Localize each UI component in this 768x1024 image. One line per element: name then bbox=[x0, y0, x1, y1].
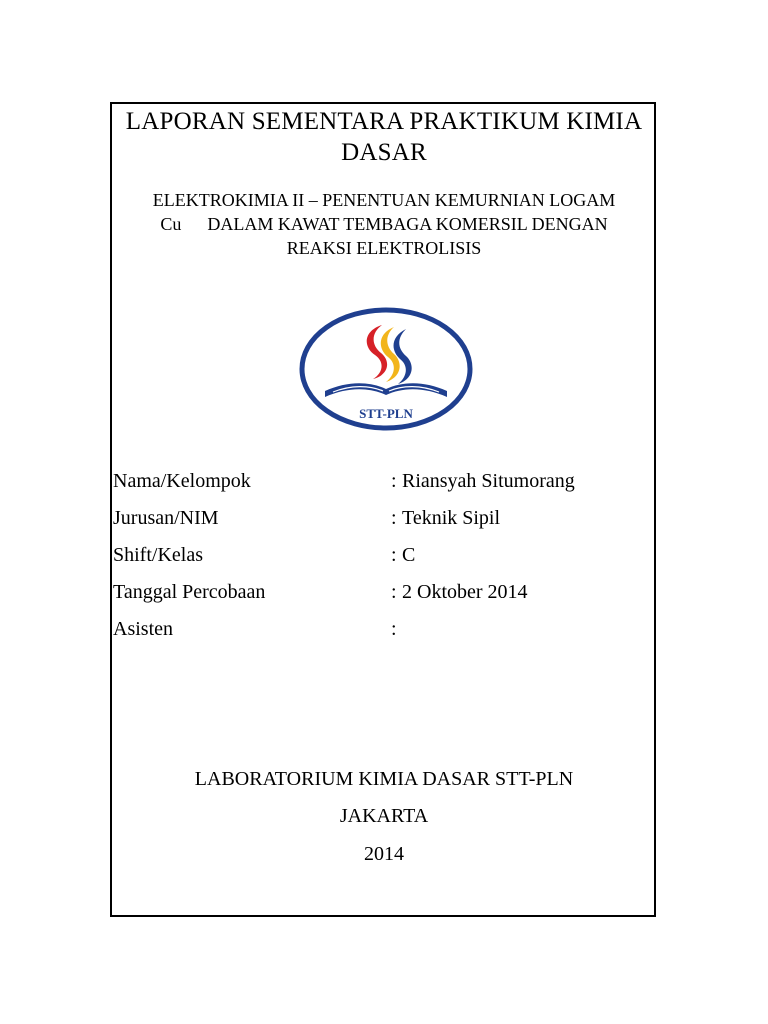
info-label: Shift/Kelas bbox=[113, 544, 203, 566]
subtitle-line-2-text: DALAM KAWAT TEMBAGA KOMERSIL DENGAN bbox=[207, 214, 608, 234]
info-separator: : bbox=[391, 507, 397, 529]
info-label: Asisten bbox=[113, 618, 173, 640]
info-value: 2 Oktober 2014 bbox=[402, 581, 528, 603]
stt-pln-logo bbox=[299, 307, 473, 431]
info-separator: : bbox=[391, 470, 397, 492]
report-title-line-1: LAPORAN SEMENTARA PRAKTIKUM KIMIA bbox=[125, 108, 643, 135]
info-separator: : bbox=[391, 581, 397, 603]
info-separator: : bbox=[391, 618, 397, 640]
subtitle-line-1: ELEKTROKIMIA II – PENENTUAN KEMURNIAN LOGAM bbox=[152, 190, 616, 210]
logo-text: STT-PLN bbox=[359, 406, 413, 421]
info-label: Tanggal Percobaan bbox=[113, 581, 266, 603]
info-label: Nama/Kelompok bbox=[113, 470, 251, 492]
info-separator: : bbox=[391, 544, 397, 566]
report-title bbox=[0, 106, 768, 168]
footer-city: JAKARTA bbox=[339, 805, 429, 827]
footer-lab-name: LABORATORIUM KIMIA DASAR STT-PLN bbox=[194, 768, 574, 790]
subtitle-line-2 bbox=[0, 212, 768, 236]
subtitle-line-3: REAKSI ELEKTROLISIS bbox=[286, 238, 482, 258]
info-value: Teknik Sipil bbox=[402, 507, 501, 529]
experiment-subtitle bbox=[0, 188, 768, 260]
info-value: C bbox=[402, 544, 416, 566]
report-title-line-2: DASAR bbox=[341, 139, 427, 166]
subtitle-element-symbol: Cu bbox=[160, 214, 182, 234]
footer-year: 2014 bbox=[364, 843, 404, 865]
info-label: Jurusan/NIM bbox=[113, 507, 219, 529]
info-value: Riansyah Situmorang bbox=[402, 470, 575, 492]
